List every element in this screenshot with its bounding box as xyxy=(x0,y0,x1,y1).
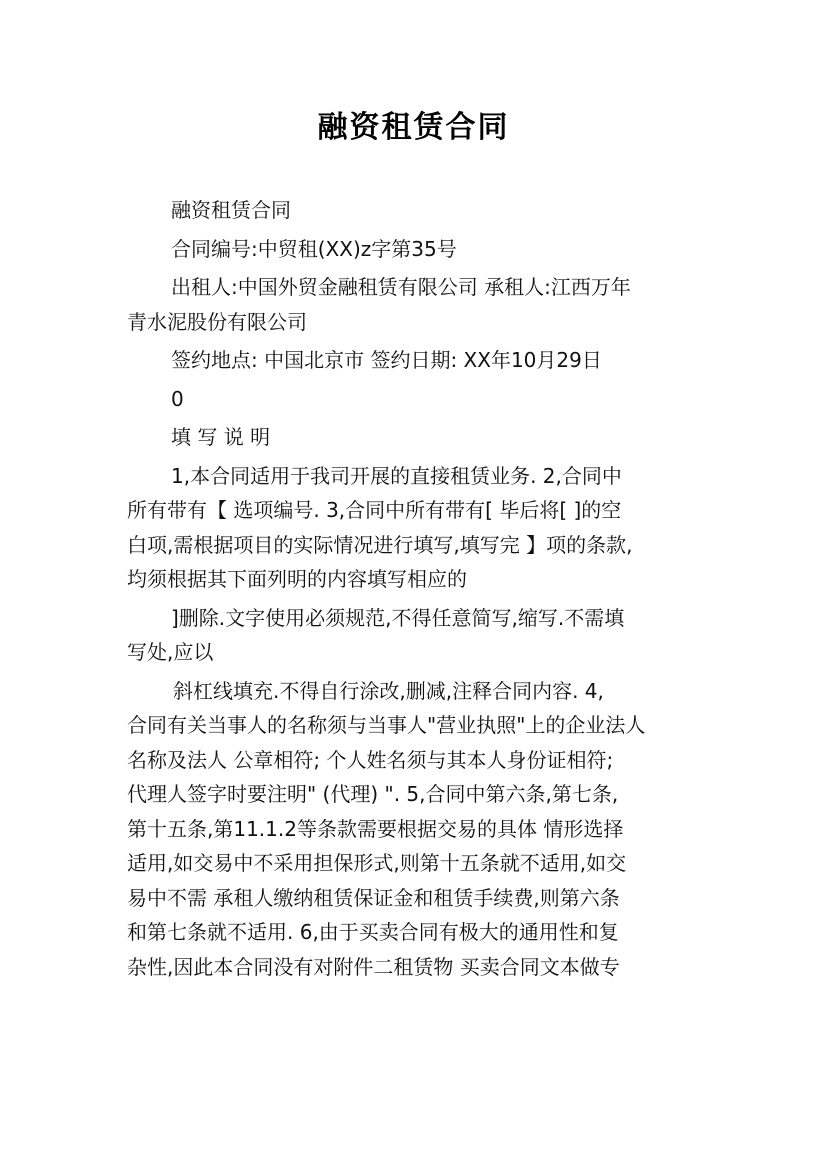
document-title: 融资租赁合同 xyxy=(317,110,510,145)
paragraph-line: 杂性,因此本合同没有对附件二租赁物 买卖合同文本做专 xyxy=(127,954,620,979)
paragraph-line: 斜杠线填充.不得自行涂改,删减,注释合同内容. 4, xyxy=(173,678,604,703)
paragraph-line: 融资租赁合同 xyxy=(171,198,291,222)
document-body xyxy=(127,193,707,984)
paragraph-line: 合同编号:中贸租(XX)z字第35号 xyxy=(171,236,457,261)
paragraph-line: ]删除.文字使用必须规范,不得任意简写,缩写.不需填 xyxy=(171,605,625,630)
paragraph-line: 所有带有【 选项编号. 3,合同中所有带有[ 毕后将[ ]的空 xyxy=(127,498,622,522)
section-heading: 填 写 说 明 xyxy=(171,425,271,449)
paragraph-line: 青水泥股份有限公司 xyxy=(127,309,307,334)
paragraph-line: 代理人签字时要注明" (代理) ". 5,合同中第六条,第七条, xyxy=(127,782,619,806)
paragraph-line: 签约地点: 中国北京市 签约日期: XX年10月29日 xyxy=(171,348,602,372)
paragraph-line: 适用,如交易中不采用担保形式,则第十五条就不适用,如交 xyxy=(127,851,627,875)
paragraph-line: 合同有关当事人的名称须与当事人"营业执照"上的企业法人 xyxy=(127,713,646,737)
paragraph-line: 白项,需根据项目的实际情况进行填写,填写完 】项的条款, xyxy=(127,532,633,557)
paragraph-line: 均须根据其下面列明的内容填写相应的 xyxy=(127,567,467,591)
paragraph-line: 写处,应以 xyxy=(127,640,214,664)
paragraph-line: 第十五条,第11.1.2等条款需要根据交易的具体 情形选择 xyxy=(127,816,624,841)
paragraph-line: 0 xyxy=(171,386,184,411)
paragraph-line: 和第七条就不适用. 6,由于买卖合同有极大的通用性和复 xyxy=(127,920,619,944)
paragraph-line: 1,本合同适用于我司开展的直接租赁业务. 2,合同中 xyxy=(171,463,622,488)
paragraph-line: 易中不需 承租人缴纳租赁保证金和租赁手续费,则第六条 xyxy=(127,885,620,910)
paragraph-line: 出租人:中国外贸金融租赁有限公司 承租人:江西万年 xyxy=(171,275,631,299)
paragraph-line: 名称及法人 公章相符; 个人姓名须与其本人身份证相符; xyxy=(127,747,614,772)
